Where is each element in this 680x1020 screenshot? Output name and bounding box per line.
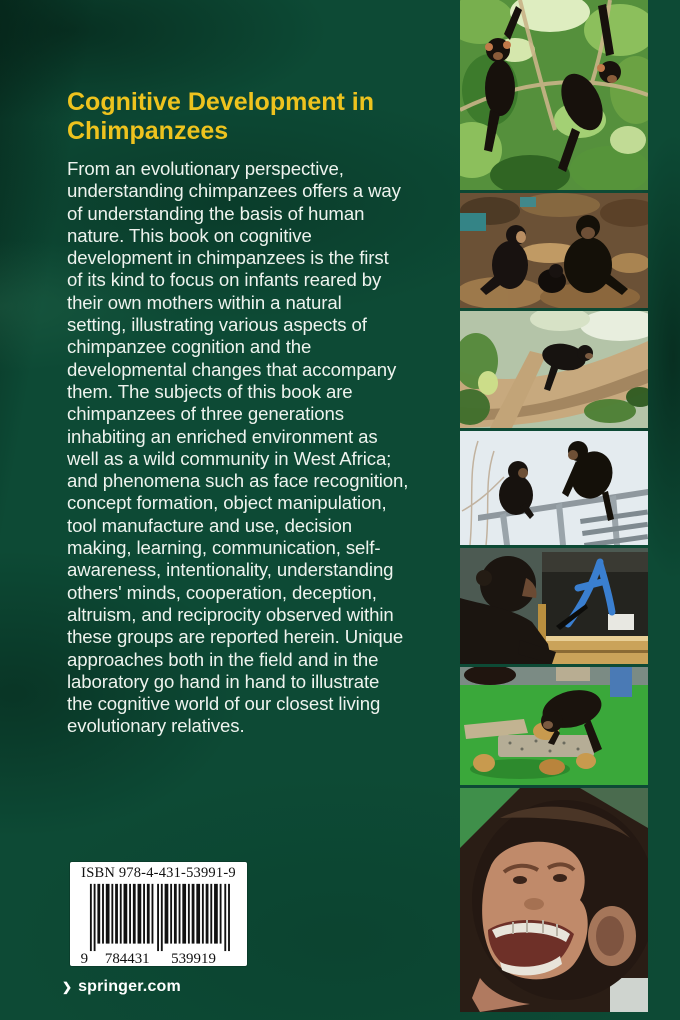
book-description: From an evolutionary perspective, understanding chimpanzees offers a way of understanding the basis of human nature. This book on cognitive development in chimpanzees is the first of its kind to focus on infants reared by their own mothers within a natural setting, illustrating various aspects of chimpanzee cognition and the developmental changes that accompany them. The subjects of this book are chimpanzees of three generations inhabiting an enriched environment as well as a wild community in West Africa; and phenomena such as face recognition, concept formation, object manipulation, tool manufacture and use, decision making, learning, communication, self- awareness, intentionality, understanding others' minds, cooperation, deception, altruism, and reciprocity observed within these groups are reported herein. Unique approaches both in the field and in the laboratory go hand in hand to illustrate the cognitive world of our closest living evolutionary relatives. — [67, 158, 409, 737]
photo-strip — [460, 0, 648, 1012]
photo-forest-floor-chimps — [460, 193, 648, 308]
publisher-url: springer.com — [78, 978, 181, 995]
chevron-icon: ❯ — [62, 980, 73, 994]
book-title: Cognitive Development in Chimpanzees — [67, 88, 374, 145]
photo-canopy-chimps — [460, 0, 648, 190]
photo-stone-tool-chimp — [460, 667, 648, 785]
barcode-digits-right: 539919 — [170, 951, 216, 966]
isbn-label: ISBN 978-4-431-53991-9 — [81, 865, 236, 881]
publisher-footer — [62, 978, 181, 996]
barcode-digit-lead: 9 — [80, 951, 88, 966]
photo-screen-chimp — [460, 548, 648, 664]
photo-railing-chimps — [460, 431, 648, 545]
isbn-barcode-panel — [70, 862, 247, 966]
ean-barcode — [76, 882, 242, 966]
photo-laughing-chimp — [460, 788, 648, 1012]
barcode-digits-left: 784431 — [104, 951, 150, 966]
photo-trunk-chimp — [460, 311, 648, 428]
